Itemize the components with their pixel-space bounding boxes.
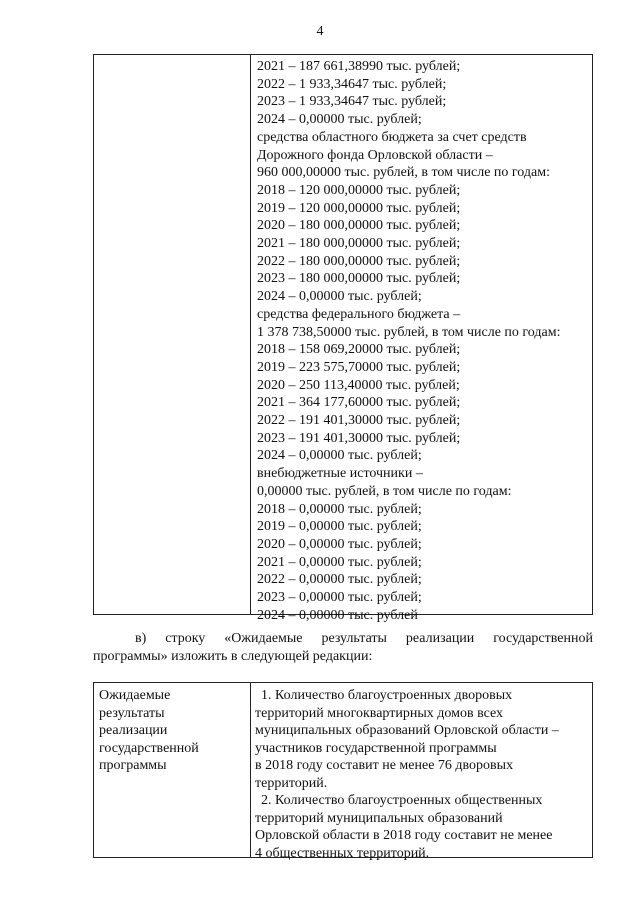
finance-line: 2023 – 180 000,00000 тыс. рублей; [257, 271, 461, 287]
results-table [93, 682, 593, 861]
finance-line: средства федерального бюджета – [257, 306, 461, 322]
results-value-line: территорий муниципальных образований [255, 810, 503, 826]
column-divider [250, 683, 251, 857]
results-label-line: Ожидаемые [99, 688, 171, 703]
finance-line: 2019 – 120 000,00000 тыс. рублей; [257, 200, 461, 216]
column-divider [250, 55, 251, 614]
finance-line: 2022 – 1 933,34647 тыс. рублей; [257, 76, 447, 92]
finance-line: 2019 – 0,00000 тыс. рублей; [257, 519, 422, 535]
paragraph-line: в) строку «Ожидаемые результаты реализации государственной [135, 631, 593, 646]
finance-table [93, 54, 593, 623]
results-label-line: государственной [99, 740, 199, 756]
finance-line: 2024 – 0,00000 тыс. рублей; [257, 112, 422, 128]
finance-line: 2019 – 223 575,70000 тыс. рублей; [257, 359, 461, 375]
finance-line: 2021 – 0,00000 тыс. рублей; [257, 554, 422, 570]
finance-line: 960 000,00000 тыс. рублей, в том числе по годам: [257, 165, 550, 181]
finance-line: 0,00000 тыс. рублей, в том числе по годам: [257, 483, 512, 499]
finance-line: 2022 – 191 401,30000 тыс. рублей; [257, 413, 461, 429]
finance-line: 2022 – 0,00000 тыс. рублей; [257, 572, 422, 588]
finance-line: 2018 – 0,00000 тыс. рублей; [257, 501, 422, 517]
results-value-line: 2. Количество благоустроенных общественных [261, 793, 543, 808]
finance-line: 2020 – 180 000,00000 тыс. рублей; [257, 218, 461, 234]
finance-line: 2022 – 180 000,00000 тыс. рублей; [257, 253, 461, 269]
finance-line: 2023 – 0,00000 тыс. рублей; [257, 590, 422, 606]
results-value-line: участников государственной программы [255, 740, 497, 756]
results-value-cell [255, 687, 586, 862]
results-value-line: в 2018 году составит не менее 76 дворовых [255, 758, 514, 773]
finance-line: 2020 – 250 113,40000 тыс. рублей; [257, 377, 460, 393]
finance-line: 2021 – 187 661,38990 тыс. рублей; [257, 59, 461, 74]
results-value-line: 4 общественных территорий. [255, 845, 430, 861]
results-value-line: территорий многоквартирных домов всех [255, 705, 504, 721]
amendment-paragraph [93, 630, 593, 666]
finance-line: 2024 – 0,00000 тыс. рублей; [257, 448, 422, 464]
finance-line: 2020 – 0,00000 тыс. рублей; [257, 536, 422, 552]
finance-line: 2021 – 180 000,00000 тыс. рублей; [257, 236, 461, 252]
page-number: 4 [316, 24, 324, 39]
finance-line: 2018 – 158 069,20000 тыс. рублей; [257, 342, 461, 358]
finance-line: 2024 – 0,00000 тыс. рублей [257, 607, 418, 623]
finance-line: 1 378 738,50000 тыс. рублей, в том числе по годам: [257, 324, 561, 340]
finance-line: 2021 – 364 177,60000 тыс. рублей; [257, 395, 461, 411]
finance-line: средства областного бюджета за счет средств [257, 129, 527, 145]
paragraph-line: программы» изложить в следующей редакции: [93, 649, 373, 664]
finance-line: Дорожного фонда Орловской области – [257, 147, 493, 163]
finance-line: 2023 – 191 401,30000 тыс. рублей; [257, 430, 461, 446]
finance-line: 2024 – 0,00000 тыс. рублей; [257, 289, 422, 305]
results-label-line: реализации [99, 723, 168, 738]
results-label-cell [99, 687, 245, 775]
finance-line: внебюджетные источники – [257, 466, 423, 482]
results-value-line: территорий. [255, 775, 328, 791]
finance-cell [257, 58, 586, 625]
finance-line: 2023 – 1 933,34647 тыс. рублей; [257, 94, 447, 110]
results-value-line: Орловской области в 2018 году составит не менее [255, 828, 553, 843]
results-label-line: программы [99, 758, 167, 773]
finance-line: 2018 – 120 000,00000 тыс. рублей; [257, 182, 461, 198]
results-label-line: результаты [99, 705, 165, 721]
results-value-line: муниципальных образований Орловской области – [255, 723, 559, 738]
results-value-line: 1. Количество благоустроенных дворовых [261, 688, 513, 703]
